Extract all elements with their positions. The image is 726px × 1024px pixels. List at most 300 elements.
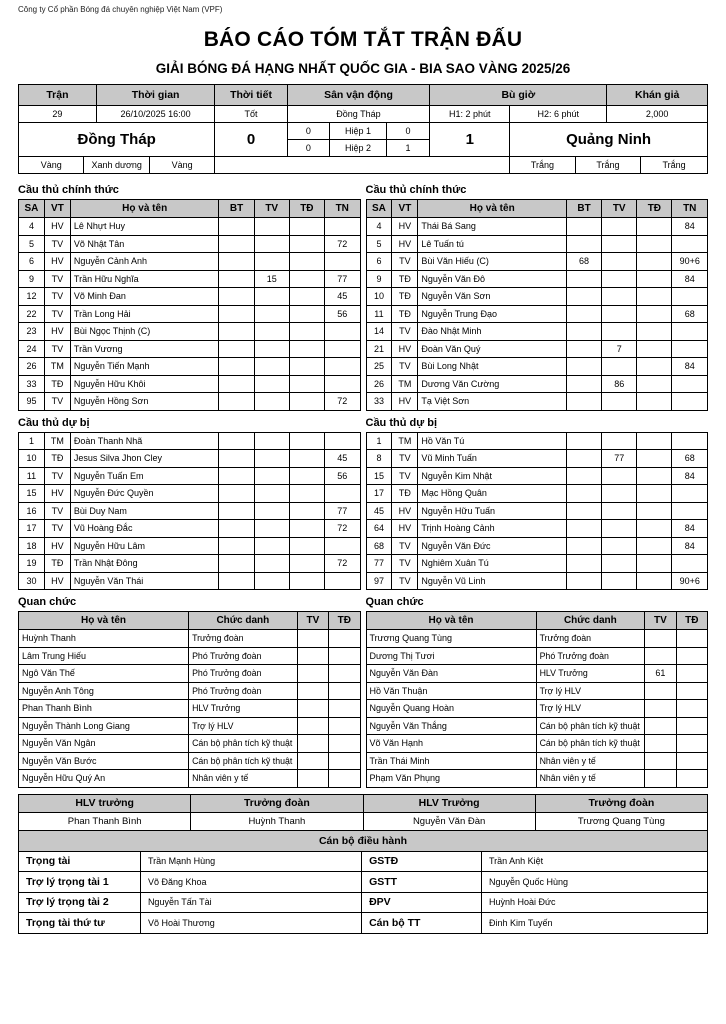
home-team-column (18, 178, 361, 788)
away-head-coach-header: HLV Trưởng (364, 795, 536, 813)
cell (637, 253, 672, 271)
away-starters-label: Cầu thủ chính thức (365, 184, 467, 196)
teams-columns (18, 178, 708, 788)
cell: TV (44, 467, 70, 485)
officials-header-row (366, 612, 708, 630)
cell: 1 (19, 432, 45, 450)
cell: HV (392, 235, 418, 253)
cell: TV (392, 572, 418, 590)
table-row (366, 717, 708, 735)
cell: TV (392, 537, 418, 555)
cell (324, 572, 360, 590)
column-header: SA (366, 200, 392, 218)
cell: 84 (672, 218, 708, 236)
cell (566, 502, 601, 520)
cell (254, 520, 289, 538)
cell (566, 537, 601, 555)
cell: 72 (324, 235, 360, 253)
header-time: Thời gian (97, 85, 216, 106)
table-row (366, 450, 708, 468)
cell: Đoàn Thanh Nhã (70, 432, 219, 450)
table-row (19, 770, 361, 788)
cell: Nhân viên y tế (189, 770, 298, 788)
cell (645, 700, 676, 718)
cell: TM (44, 432, 70, 450)
cell: 68 (672, 450, 708, 468)
away-team-name: Quảng Ninh (510, 123, 708, 157)
cell (254, 340, 289, 358)
cell: Trợ lý HLV (189, 717, 298, 735)
cell: TM (44, 358, 70, 376)
table-row (366, 432, 708, 450)
away-team-column (366, 178, 709, 788)
company-name: Công ty Cổ phần Bóng đá chuyên nghiệp Việt Nam (VPF) (18, 5, 223, 14)
table-row (19, 450, 361, 468)
match-supervisor-name: Trần Anh Kiệt (482, 852, 708, 873)
header-attendance: Khán giả (607, 85, 708, 106)
cell (254, 555, 289, 573)
column-header: Họ và tên (366, 612, 536, 630)
cell: TĐ (44, 555, 70, 573)
cell: Lê Tuấn tú (418, 235, 567, 253)
assistant-referee-2-name: Nguyễn Tấn Tài (141, 893, 362, 914)
referee-supervisor-name: Nguyễn Quốc Hùng (482, 872, 708, 893)
cell: Phó Trưởng đoàn (536, 647, 645, 665)
table-row (19, 717, 361, 735)
cell (602, 467, 637, 485)
cell (637, 270, 672, 288)
column-header: SA (19, 200, 45, 218)
cell: HLV Trưởng (536, 665, 645, 683)
cell: 8 (366, 450, 392, 468)
cell (289, 555, 324, 573)
cell: 61 (645, 665, 676, 683)
table-row (19, 630, 361, 648)
cell: 12 (19, 288, 45, 306)
cell (672, 235, 708, 253)
cell (254, 467, 289, 485)
cell (602, 520, 637, 538)
cell (329, 647, 360, 665)
column-header: TĐ (676, 612, 707, 630)
cell (254, 253, 289, 271)
cell (289, 305, 324, 323)
cell: TĐ (392, 305, 418, 323)
cell: Võ Nhật Tân (70, 235, 219, 253)
cell (645, 630, 676, 648)
cell (219, 520, 254, 538)
assistant-referee-2-row (19, 893, 708, 914)
cell (324, 340, 360, 358)
table-row (19, 358, 361, 376)
cell: TV (44, 270, 70, 288)
table-row (366, 393, 708, 411)
cell: TV (44, 288, 70, 306)
cell (254, 375, 289, 393)
cell: Cán bộ phân tích kỹ thuật (189, 752, 298, 770)
cell: 11 (19, 467, 45, 485)
cell (566, 375, 601, 393)
cell (566, 485, 601, 503)
cell (602, 572, 637, 590)
cell: Trợ lý HLV (536, 682, 645, 700)
info-header-row (19, 85, 708, 106)
cell: TV (392, 467, 418, 485)
referee-supervisor-label: GSTT (362, 872, 482, 893)
cell: 72 (324, 393, 360, 411)
cell: Vũ Hoàng Đắc (70, 520, 219, 538)
cell (566, 218, 601, 236)
fourth-official-name: Võ Hoài Thương (141, 913, 362, 934)
cell: Nhân viên y tế (536, 752, 645, 770)
cell (602, 288, 637, 306)
cell (602, 555, 637, 573)
cell: Trần Long Hải (70, 305, 219, 323)
cell: TM (392, 375, 418, 393)
cell (637, 323, 672, 341)
home-delegation-leader-name: Huỳnh Thanh (191, 813, 363, 831)
table-row (366, 270, 708, 288)
cell (602, 485, 637, 503)
cell (219, 340, 254, 358)
table-row (19, 485, 361, 503)
cell: 16 (19, 502, 45, 520)
cell: 15 (366, 467, 392, 485)
attendance-value: 2,000 (607, 106, 708, 123)
cell (602, 432, 637, 450)
cell (289, 340, 324, 358)
half1-away-goals: 0 (387, 123, 429, 140)
half2-away-goals: 1 (405, 142, 411, 153)
match-officials-section-header: Cán bộ điều hành (19, 831, 708, 852)
cell (566, 393, 601, 411)
cell (566, 235, 601, 253)
home-head-coach-name: Phan Thanh Bình (19, 813, 191, 831)
column-header: TV (602, 200, 637, 218)
cell (672, 288, 708, 306)
cell (254, 393, 289, 411)
cell (329, 665, 360, 683)
cell: Mạc Hồng Quân (418, 485, 567, 503)
away-officials-table (366, 611, 709, 788)
half2-home-goals: 0 (288, 140, 330, 157)
cell (324, 432, 360, 450)
table-row (19, 432, 361, 450)
cell (254, 358, 289, 376)
cell (219, 253, 254, 271)
cell (676, 717, 707, 735)
cell (637, 393, 672, 411)
cell (602, 323, 637, 341)
cell (676, 752, 707, 770)
cell: Nguyễn Cảnh Anh (70, 253, 219, 271)
table-row (366, 288, 708, 306)
cell: 64 (366, 520, 392, 538)
away-kit-shirt: Trắng (510, 157, 575, 174)
cell: TV (392, 253, 418, 271)
cell (254, 323, 289, 341)
cell: Trần Hữu Nghĩa (70, 270, 219, 288)
cell (637, 555, 672, 573)
cell (566, 520, 601, 538)
cell: Bùi Văn Hiếu (C) (418, 253, 567, 271)
cell: 4 (19, 218, 45, 236)
table-row (19, 218, 361, 236)
cell (566, 340, 601, 358)
assistant-referee-2-label: Trợ lý trọng tài 2 (19, 893, 141, 914)
cell (254, 235, 289, 253)
cell (637, 358, 672, 376)
cell: TV (392, 358, 418, 376)
cell: 15 (19, 485, 45, 503)
cell (219, 270, 254, 288)
column-header: TV (297, 612, 328, 630)
home-officials-table (18, 611, 361, 788)
cell: Nguyễn Văn Đàn (366, 665, 536, 683)
table-row (366, 520, 708, 538)
cell (602, 358, 637, 376)
cell: Cán bộ phân tích kỹ thuật (536, 735, 645, 753)
cell: Nghiêm Xuân Tú (418, 555, 567, 573)
cell (637, 218, 672, 236)
cell: Nguyễn Trung Đạo (418, 305, 567, 323)
table-row (19, 752, 361, 770)
home-score: 0 (215, 123, 287, 157)
cell: Trưởng đoàn (189, 630, 298, 648)
cell: Nguyễn Đức Quyền (70, 485, 219, 503)
cell: Nguyễn Hữu Lâm (70, 537, 219, 555)
cell: TV (392, 555, 418, 573)
home-delegation-leader-header: Trưởng đoàn (191, 795, 363, 813)
cell: Lâm Trung Hiếu (19, 647, 189, 665)
cell (672, 393, 708, 411)
cell: TV (44, 502, 70, 520)
cell (672, 323, 708, 341)
leaders-and-referees-table (18, 794, 708, 934)
cell (672, 432, 708, 450)
comms-officer-label: Cán bộ TT (362, 913, 482, 934)
cell (219, 358, 254, 376)
table-row (19, 375, 361, 393)
cell: TV (44, 340, 70, 358)
cell: Nguyễn Thành Long Giang (19, 717, 189, 735)
table-row (19, 735, 361, 753)
column-header: BT (566, 200, 601, 218)
cell (637, 520, 672, 538)
cell (676, 770, 707, 788)
column-header: Họ và tên (418, 200, 567, 218)
cell (324, 323, 360, 341)
cell (637, 432, 672, 450)
table-row (366, 502, 708, 520)
cell: Bùi Ngọc Thịnh (C) (70, 323, 219, 341)
table-row (19, 682, 361, 700)
half1-row (288, 123, 430, 140)
table-row (19, 572, 361, 590)
column-header: VT (392, 200, 418, 218)
cell: TV (392, 323, 418, 341)
leaders-values-row (19, 813, 708, 831)
cell (637, 235, 672, 253)
cell: 1 (366, 432, 392, 450)
officials-header-row (19, 612, 361, 630)
cell: Jesus Silva Jhon Cley (70, 450, 219, 468)
cell (566, 358, 601, 376)
cell: Nguyễn Hữu Khôi (70, 375, 219, 393)
cell (219, 572, 254, 590)
cell (566, 572, 601, 590)
cell (254, 305, 289, 323)
cell (676, 735, 707, 753)
cell: Trương Quang Tùng (366, 630, 536, 648)
assistant-referee-1-label: Trợ lý trọng tài 1 (19, 872, 141, 893)
cell: Trần Thái Minh (366, 752, 536, 770)
cell: Nguyễn Hữu Tuấn (418, 502, 567, 520)
cell (637, 537, 672, 555)
cell (289, 218, 324, 236)
cell (566, 450, 601, 468)
cell (672, 502, 708, 520)
cell: Huỳnh Thanh (19, 630, 189, 648)
cell: TM (392, 432, 418, 450)
table-row (366, 665, 708, 683)
referee-label: Trọng tài (19, 852, 141, 873)
half1-label: Hiệp 1 (330, 123, 387, 140)
cell (602, 218, 637, 236)
table-row (19, 340, 361, 358)
home-kit-socks: Vàng (150, 157, 215, 174)
cell: Ngô Văn Thế (19, 665, 189, 683)
cell (219, 432, 254, 450)
table-row (366, 735, 708, 753)
table-row (366, 700, 708, 718)
table-row (19, 537, 361, 555)
cell (637, 375, 672, 393)
cell (645, 682, 676, 700)
cell: 33 (19, 375, 45, 393)
cell (254, 537, 289, 555)
table-row (19, 647, 361, 665)
away-delegation-leader-header: Trưởng đoàn (536, 795, 708, 813)
cell: TV (44, 393, 70, 411)
cell (254, 432, 289, 450)
cell: 77 (366, 555, 392, 573)
cell (297, 630, 328, 648)
cell (324, 253, 360, 271)
match-officials-header-row (19, 831, 708, 852)
cell: HV (392, 520, 418, 538)
cell: 15 (254, 270, 289, 288)
cell (329, 717, 360, 735)
cell (645, 647, 676, 665)
table-row (366, 770, 708, 788)
cell (219, 218, 254, 236)
kit-colors-row (19, 157, 708, 174)
header-match-no: Trận (19, 85, 97, 106)
cell: Phạm Văn Phụng (366, 770, 536, 788)
cell (602, 502, 637, 520)
cell (566, 432, 601, 450)
report-title: BÁO CÁO TÓM TẮT TRẬN ĐẤU (203, 28, 523, 51)
match-supervisor-label: GSTĐ (362, 852, 482, 873)
cell: Cán bộ phân tích kỹ thuật (536, 717, 645, 735)
kit-spacer (215, 157, 510, 174)
cell: 45 (324, 288, 360, 306)
cell: 6 (366, 253, 392, 271)
half2-label: Hiệp 2 (330, 140, 387, 157)
cell: Nguyễn Anh Tông (19, 682, 189, 700)
cell: Đào Nhật Minh (418, 323, 567, 341)
cell: 90+6 (672, 572, 708, 590)
cell: Bùi Long Nhật (418, 358, 567, 376)
cell: Nguyễn Văn Đô (418, 270, 567, 288)
score-row (19, 123, 708, 157)
table-row (366, 485, 708, 503)
cell (329, 700, 360, 718)
column-header: TĐ (329, 612, 360, 630)
weather-value: Tốt (215, 106, 287, 123)
cell (602, 235, 637, 253)
cell: Nguyễn Văn Bước (19, 752, 189, 770)
league-subtitle: GIẢI BÓNG ĐÁ HẠNG NHẤT QUỐC GIA - BIA SAO VÀNG 2025/26 (155, 61, 571, 76)
table-row (19, 520, 361, 538)
cell (676, 647, 707, 665)
table-row (19, 305, 361, 323)
cell: 11 (366, 305, 392, 323)
cell (324, 537, 360, 555)
stadium-value: Đồng Tháp (288, 106, 431, 123)
cell: 77 (602, 450, 637, 468)
cell (676, 665, 707, 683)
cell: 97 (366, 572, 392, 590)
cell: Nguyễn Văn Thái (70, 572, 219, 590)
table-row (19, 665, 361, 683)
cell: TĐ (392, 288, 418, 306)
cell: Lê Nhựt Huy (70, 218, 219, 236)
cell: 17 (366, 485, 392, 503)
cell: 22 (19, 305, 45, 323)
cell (566, 555, 601, 573)
table-row (366, 340, 708, 358)
column-header: TN (672, 200, 708, 218)
column-header: Họ và tên (70, 200, 219, 218)
cell (329, 770, 360, 788)
home-starters-table (18, 199, 361, 411)
cell (219, 555, 254, 573)
cell: Bùi Duy Nam (70, 502, 219, 520)
cell (289, 375, 324, 393)
cell (289, 253, 324, 271)
cell: HV (392, 502, 418, 520)
cell (676, 630, 707, 648)
table-row (366, 253, 708, 271)
cell: HLV Trưởng (189, 700, 298, 718)
cell: 19 (19, 555, 45, 573)
cell: TĐ (392, 270, 418, 288)
cell: 17 (19, 520, 45, 538)
column-header: TV (254, 200, 289, 218)
cell: TV (44, 520, 70, 538)
home-subs-label: Cầu thủ dự bị (18, 416, 90, 429)
table-row (366, 467, 708, 485)
cell: 45 (324, 450, 360, 468)
table-row (19, 467, 361, 485)
cell (566, 323, 601, 341)
cell (637, 340, 672, 358)
cell (219, 485, 254, 503)
cell: 84 (672, 270, 708, 288)
cell: Trợ lý HLV (536, 700, 645, 718)
